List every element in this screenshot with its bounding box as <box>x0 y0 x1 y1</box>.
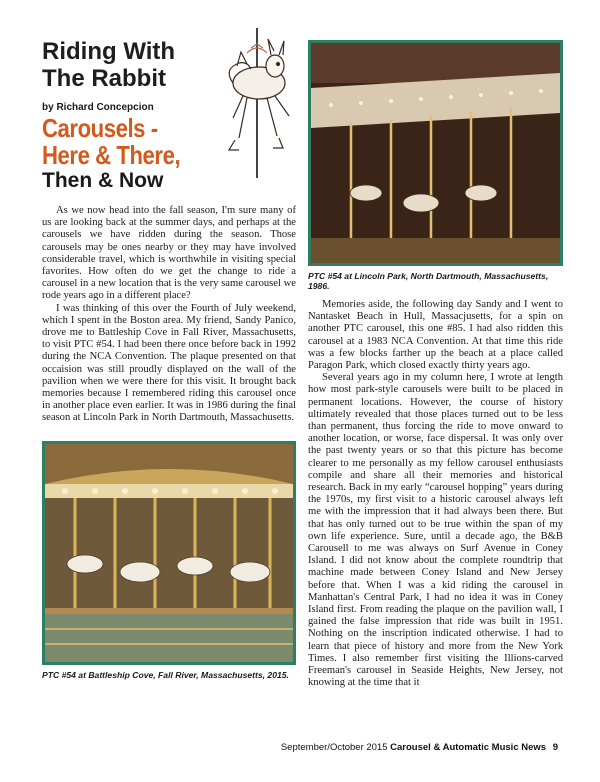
paragraph: Several years ago in my column here, I wrote at length how most park-style carousels were built to be placed in permanent locations. However, the course of history ultimately revealed that those places turned out to be less than permanent, thus forcing the ride to move onward to another location, or worse, face dispersal. It was only over the past twenty years or so that this picture has become clearer to me personally as my fellow carousel enthusiasts compile and share all their memories and historical research. Back in my early “carousel hopping” years during the 1970s, my first visit to a historic carousel always left me with the impression that it had always been there. But that has only turned out to be true within the span of my own life experience. Sure, until a decade ago, the B&B Carousell to me was always on Surf Avenue in Coney Island. I did not know about the complete roundtrip that machine made between Coney Island and New Jersey before that. When I was a kid riding the carousel in Manhattan's Central Park, I had no idea it was in Coney Island first. From reading the plaque on the pavilion wall, I gained the false impression that ride was built in 1951. Nothing on the inscription indicated otherwise. I had to learn that piece of history and more from the New York Times. I also remember first visiting the Illions-carved Freeman's carousel in Seaside Heights, New Jersey, not knowing at the time that it <box>308 372 563 689</box>
left-body-text <box>42 205 296 425</box>
byline: by Richard Concepcion <box>42 102 154 113</box>
subhead: Then & Now <box>42 169 164 192</box>
right-body-text <box>308 299 563 690</box>
page-number: 9 <box>552 742 558 753</box>
paragraph: I was thinking of this over the Fourth of July weekend, which I spent in the Boston area. My friend, Sandy Panico, drove me to Battleship Cove in Fall River, Massachusetts, to visit PTC #54. I had been there once before back in 1992 during the NCA Convention. The plaque presented on that occaision was still proudly displayed on the wall of the pavilion when we were there for this visit. It brought back memories because I remembered riding this carousel once in another place even earlier. It was in 1986 during the final season at Lincoln Park in North Dartmouth, Massachusetts. <box>42 302 296 424</box>
headline-line-1: Carousels - <box>42 113 158 143</box>
carousel-photo-image <box>311 43 560 263</box>
paragraph: Memories aside, the following day Sandy and I went to Nantasket Beach in Hull, Massacjusetts, for a spin on another PTC carousel, this one #85. I had also ridden this carousel at a 1983 NCA Convention. At that time this ride was a few blocks farther up the beach at a place called Paragon Park, which closed exactly thirty years ago. <box>308 299 563 372</box>
right-column <box>308 40 563 690</box>
paragraph: As we now head into the fall season, I'm sure many of us are looking back at the summer days, and perhaps at the carousels we have ridden during the season. Those carousels may be ones nearby or they may have involved considerable travel, which is worthwhile in visiting special favorites. How often do we get the change to ride a carousel in a new location that is the very same carousel we rode years ago in a different place? <box>42 205 296 302</box>
photo-caption-right: PTC #54 at Lincoln Park, North Dartmouth, Massachusetts, 1986. <box>308 271 549 291</box>
column-title-line-2: The Rabbit <box>42 65 166 92</box>
column-title <box>42 38 217 92</box>
left-column <box>42 38 296 680</box>
photo-caption-left: PTC #54 at Battleship Cove, Fall River, Massachusetts, 2015. <box>42 669 289 680</box>
issue-date: September/October 2015 <box>280 742 388 753</box>
magazine-name: Carousel & Automatic Music News <box>390 742 547 753</box>
photo-battleship-cove-carousel <box>42 441 296 665</box>
photo-lincoln-park-carousel <box>308 40 563 266</box>
page-footer <box>281 742 558 753</box>
headline <box>42 115 238 169</box>
headline-line-2: Here & There, <box>42 140 181 170</box>
column-title-line-1: Riding With <box>42 38 176 65</box>
carousel-photo-image <box>45 444 293 662</box>
